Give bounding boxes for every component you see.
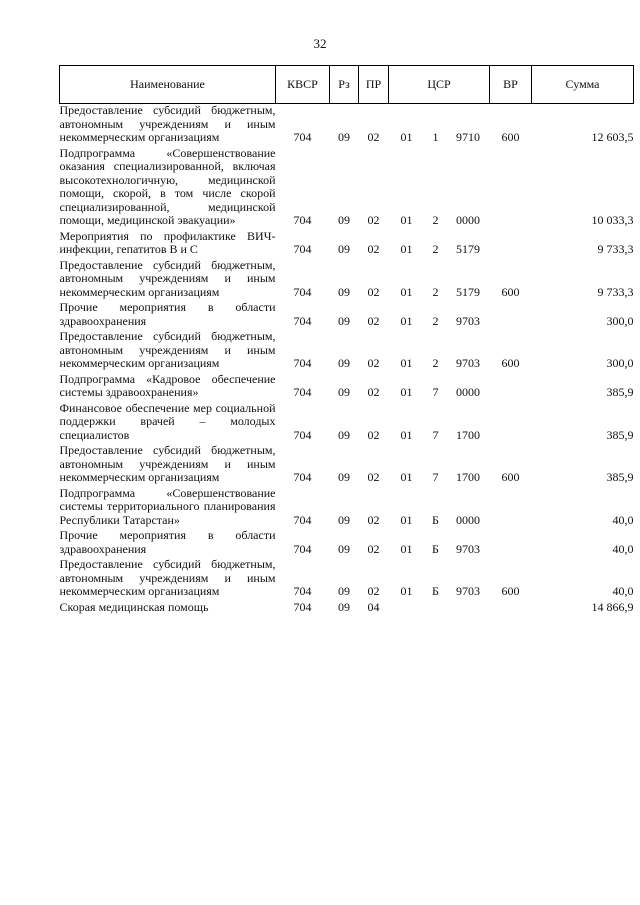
row-name: Подпрограмма «Совершенствование оказания специализированной, включая высокотехнологичную, медицинской помощи, скорой, в том числе скорой специализированной, медицинской помощи, медицинской эвакуации» <box>59 145 276 227</box>
row-rz: 09 <box>338 470 350 484</box>
row-csr-subprogram: 2 <box>432 242 439 256</box>
row-kvsr: 704 <box>293 584 312 598</box>
row-rz: 09 <box>338 599 350 614</box>
page-number: 32 <box>313 36 327 51</box>
header-name: Наименование <box>60 66 276 104</box>
row-csr-subprogram: Б <box>432 512 439 527</box>
row-sum: 9 733,3 <box>597 284 634 299</box>
row-pr: 02 <box>367 130 380 144</box>
row-rz: 09 <box>338 242 350 256</box>
row-sum: 40,0 <box>612 541 634 556</box>
row-csr-program: 01 <box>400 356 413 370</box>
table-row <box>60 230 634 259</box>
table-row <box>60 601 634 617</box>
table-row <box>60 558 634 601</box>
row-csr-code: 9710 <box>456 130 480 144</box>
row-rz: 09 <box>338 356 350 370</box>
row-csr-code: 5179 <box>456 284 480 299</box>
row-name: Подпрограмма «Кадровое обеспечение системы здравоохранения» <box>59 371 276 399</box>
row-csr-code: 1700 <box>456 470 480 484</box>
row-csr-code: 0000 <box>456 385 480 399</box>
row-csr-code: 9703 <box>456 356 480 370</box>
row-csr-code: 5179 <box>456 242 480 256</box>
row-name: Прочие мероприятия в области здравоохранения <box>59 300 276 328</box>
row-pr: 02 <box>367 584 380 598</box>
table-row <box>60 104 634 147</box>
row-csr-code: 9703 <box>456 313 480 328</box>
row-kvsr: 704 <box>293 512 312 527</box>
row-name: Скорая медицинская помощь <box>59 599 209 614</box>
row-vr: 600 <box>501 356 520 370</box>
row-csr-code: 9703 <box>456 584 480 598</box>
row-name: Предоставление субсидий бюджетным, автономным учреждениям и иным некоммерческим организациям <box>59 443 276 484</box>
row-csr-code: 0000 <box>456 512 480 527</box>
row-csr-program: 01 <box>400 313 413 328</box>
row-vr <box>490 529 532 558</box>
row-vr <box>490 402 532 445</box>
row-csr-program: 01 <box>400 470 413 484</box>
row-sum: 14 866,9 <box>591 599 634 614</box>
row-csr-program: 01 <box>400 130 413 144</box>
row-csr-program: 01 <box>400 242 413 256</box>
header-csr: ЦСР <box>389 66 490 104</box>
budget-table <box>59 65 634 616</box>
row-kvsr: 704 <box>293 541 312 556</box>
header-vr: ВР <box>490 66 532 104</box>
row-kvsr: 704 <box>293 130 312 144</box>
row-vr <box>490 487 532 530</box>
row-pr: 02 <box>367 242 380 256</box>
row-sum: 40,0 <box>612 584 634 598</box>
row-csr-subprogram <box>425 601 447 617</box>
header-sum: Сумма <box>532 66 634 104</box>
row-name: Предоставление субсидий бюджетным, автономным учреждениям и иным некоммерческим организациям <box>59 103 276 144</box>
table-row <box>60 259 634 302</box>
row-sum: 300,0 <box>606 313 634 328</box>
row-vr <box>490 230 532 259</box>
row-name: Подпрограмма «Совершенствование системы территориального планирования Республики Татарстан» <box>59 485 276 527</box>
row-rz: 09 <box>338 213 350 227</box>
row-pr: 02 <box>367 284 380 299</box>
row-pr: 02 <box>367 541 380 556</box>
row-csr-program: 01 <box>400 213 413 227</box>
row-csr-program: 01 <box>400 512 413 527</box>
row-rz: 09 <box>338 284 350 299</box>
row-csr-code: 0000 <box>456 213 480 227</box>
table-row <box>60 444 634 487</box>
row-pr: 02 <box>367 512 380 527</box>
row-kvsr: 704 <box>293 284 312 299</box>
row-csr-subprogram: 2 <box>432 356 439 370</box>
row-sum: 385,9 <box>606 470 634 484</box>
row-rz: 09 <box>338 130 350 144</box>
row-vr: 600 <box>501 584 520 598</box>
row-sum: 40,0 <box>612 512 634 527</box>
row-pr: 02 <box>367 313 380 328</box>
row-csr-code: 1700 <box>456 427 480 442</box>
row-kvsr: 704 <box>293 213 312 227</box>
row-rz: 09 <box>338 584 350 598</box>
row-vr: 600 <box>501 470 520 484</box>
row-csr-program <box>389 601 425 617</box>
row-csr-subprogram: 2 <box>432 213 439 227</box>
row-kvsr: 704 <box>293 599 312 614</box>
row-rz: 09 <box>338 313 350 328</box>
row-kvsr: 704 <box>293 385 312 399</box>
row-csr-code: 9703 <box>456 541 480 556</box>
row-csr-subprogram: Б <box>432 584 439 598</box>
row-name: Предоставление субсидий бюджетным, автономным учреждениям и иным некоммерческим организациям <box>59 257 276 299</box>
row-pr: 02 <box>367 356 380 370</box>
row-csr-subprogram: 7 <box>432 427 439 442</box>
row-vr <box>490 601 532 617</box>
row-csr-subprogram: 2 <box>432 313 439 328</box>
row-pr: 02 <box>367 213 380 227</box>
header-row <box>60 66 634 104</box>
row-vr: 600 <box>501 284 520 299</box>
row-csr-program: 01 <box>400 385 413 399</box>
header-pr: ПР <box>359 66 389 104</box>
row-pr: 02 <box>367 427 380 442</box>
row-kvsr: 704 <box>293 470 312 484</box>
table-row <box>60 529 634 558</box>
row-kvsr: 704 <box>293 427 312 442</box>
row-csr-program: 01 <box>400 427 413 442</box>
row-csr-subprogram: 1 <box>432 130 439 144</box>
table-row <box>60 487 634 530</box>
row-pr: 02 <box>367 385 380 399</box>
row-vr: 600 <box>501 130 520 144</box>
row-csr-code <box>447 601 490 617</box>
table-row <box>60 301 634 330</box>
table-row <box>60 373 634 402</box>
row-vr <box>490 301 532 330</box>
row-rz: 09 <box>338 385 350 399</box>
row-sum: 9 733,3 <box>597 242 634 256</box>
row-pr: 02 <box>367 470 380 484</box>
row-csr-subprogram: Б <box>432 541 439 556</box>
row-name: Мероприятия по профилактике ВИЧ-инфекции, гепатитов В и С <box>59 228 276 256</box>
row-csr-program: 01 <box>400 541 413 556</box>
row-vr <box>490 147 532 230</box>
row-pr: 04 <box>367 599 380 614</box>
row-sum: 385,9 <box>606 385 634 399</box>
row-name: Финансовое обеспечение мер социальной поддержки врачей – молодых специалистов <box>59 400 276 442</box>
header-kvsr: КВСР <box>276 66 330 104</box>
table-row <box>60 330 634 373</box>
header-rz: Рз <box>330 66 359 104</box>
row-vr <box>490 373 532 402</box>
row-name: Прочие мероприятия в области здравоохранения <box>59 528 276 556</box>
row-sum: 12 603,5 <box>591 130 634 144</box>
row-name: Предоставление субсидий бюджетным, автономным учреждениям и иным некоммерческим организациям <box>59 329 276 370</box>
row-csr-subprogram: 2 <box>432 284 439 299</box>
row-kvsr: 704 <box>293 242 312 256</box>
row-sum: 10 033,3 <box>591 213 634 227</box>
row-sum: 300,0 <box>606 356 634 370</box>
table-row <box>60 147 634 230</box>
row-sum: 385,9 <box>606 427 634 442</box>
row-csr-subprogram: 7 <box>432 470 439 484</box>
row-kvsr: 704 <box>293 356 312 370</box>
row-rz: 09 <box>338 427 350 442</box>
row-csr-subprogram: 7 <box>432 385 439 399</box>
row-name: Предоставление субсидий бюджетным, автономным учреждениям и иным некоммерческим организациям <box>59 557 276 598</box>
row-csr-program: 01 <box>400 284 413 299</box>
row-csr-program: 01 <box>400 584 413 598</box>
row-rz: 09 <box>338 512 350 527</box>
row-rz: 09 <box>338 541 350 556</box>
table-row <box>60 402 634 445</box>
row-kvsr: 704 <box>293 313 312 328</box>
